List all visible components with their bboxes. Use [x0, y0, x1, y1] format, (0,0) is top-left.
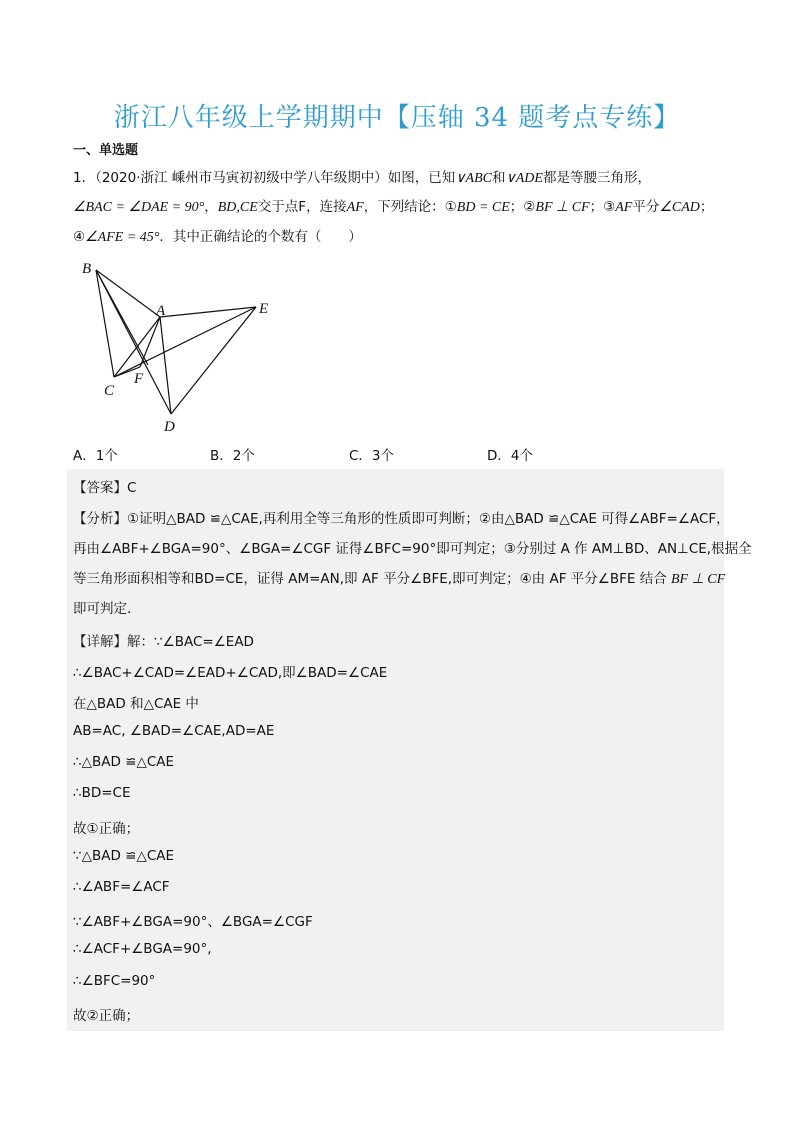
answer-choices [73, 444, 713, 464]
label-b: B [82, 261, 92, 277]
analysis-line-3-math: BF ⊥ CF [671, 572, 726, 587]
label-a: A [156, 303, 166, 319]
segment-ad [160, 317, 171, 414]
segments-bd-ce: BD,CE [217, 200, 258, 215]
label-e: E [259, 301, 269, 317]
conclusion-3-text: 平分 [632, 199, 660, 215]
analysis-line-3 [73, 567, 725, 588]
detail-line: ∴BD=CE [73, 785, 131, 801]
angle-equation: ∠BAC = ∠DAE = 90° [73, 200, 205, 215]
section-heading: 一、单选题 [73, 143, 139, 158]
detail-line: 在△BAD 和△CAE 中 [73, 696, 199, 712]
conclusion-3-af: AF [615, 200, 633, 215]
detail-line: ∵△BAD ≌△CAE [73, 848, 175, 864]
label-f: F [134, 371, 144, 387]
triangle-ade: ∨ADE [505, 171, 543, 186]
question-ending: ．其中正确结论的个数有（ ） [159, 229, 362, 245]
detail-line: 故②正确； [73, 1008, 140, 1024]
conclusion-2: BF ⊥ CF [535, 200, 590, 215]
question-stem-prefix: 1．（2020·浙江 嵊州市马寅初初级中学八年级期中）如图，已知 [73, 170, 456, 186]
detail-line: ∵∠ABF+∠BGA=90°、∠BGA=∠CGF [73, 914, 313, 930]
label-d: D [164, 419, 175, 435]
segment-ae [160, 307, 256, 317]
detail-line: ∴∠ACF+∠BGA=90°, [73, 941, 212, 957]
conclusion-4-marker: ④ [73, 229, 86, 245]
answer-explanation [67, 469, 752, 1031]
choice-d[interactable]: D．4个 [487, 448, 533, 464]
choice-a[interactable]: A．1个 [73, 448, 118, 464]
detail-line: ∴∠BFC=90° [73, 973, 156, 989]
sep-2: ；② [509, 199, 536, 215]
and-text: 和 [491, 170, 506, 186]
question-line-2 [73, 195, 713, 216]
document-title: 浙江八年级上学期期中【压轴 34 题考点专练】 [113, 103, 681, 133]
detail-line: ∴∠ABF=∠ACF [73, 879, 170, 895]
analysis-line-4: 即可判定． [73, 601, 141, 617]
analysis-line-3-text: 等三角形面积相等和BD=CE，证得 AM=AN,即 AF 平分∠BFE,即可判定；④由 AF 平分∠BFE 结合 [73, 571, 671, 587]
choice-c[interactable]: C．3个 [349, 448, 395, 464]
sep-3: ；③ [589, 199, 616, 215]
conclusion-3-angle: ∠CAD [659, 200, 700, 215]
detail-line: 【详解】解：∵∠BAC=∠EAD [73, 634, 254, 650]
conclusion-4: ∠AFE = 45° [85, 230, 160, 245]
segment-ba [96, 270, 160, 317]
analysis-line-1: 【分析】①证明△BAD ≌△CAE,再利用全等三角形的性质即可判断；②由△BAD ≌△CAE 可得∠ABF=∠ACF， [73, 511, 730, 527]
sep-4: ； [699, 199, 714, 215]
figure-lines [96, 270, 256, 414]
choice-b[interactable]: B．2个 [210, 448, 255, 464]
detail-line: 故①正确； [73, 821, 140, 837]
segment-af: AF [346, 200, 364, 215]
segment-ed [171, 307, 256, 414]
detail-line: ∴∠BAC+∠CAD=∠EAD+∠CAD,即∠BAD=∠CAE [73, 665, 388, 681]
geometry-figure [78, 255, 278, 437]
analysis-line-2: 再由∠ABF+∠BGA=90°、∠BGA=∠CGF 证得∠BFC=90°即可判定；③分别过 A 作 AM⊥BD、AN⊥CE,根据全 [73, 541, 752, 557]
conclusions-intro: ，下列结论：① [363, 199, 457, 215]
conclusion-1: BD = CE [456, 200, 510, 215]
question-line-1 [73, 166, 651, 187]
intersect-text: 交于点F，连接 [257, 199, 347, 215]
question-line-3 [73, 225, 362, 246]
triangle-abc: ∨ABC [455, 171, 492, 186]
label-c: C [104, 383, 115, 399]
answer-line: 【答案】C [73, 480, 137, 496]
comma: ， [204, 199, 218, 215]
detail-line: ∴△BAD ≌△CAE [73, 754, 175, 770]
detail-line: AB=AC, ∠BAD=∠CAE,AD=AE [73, 723, 275, 739]
question-stem-suffix: 都是等腰三角形， [542, 170, 651, 186]
